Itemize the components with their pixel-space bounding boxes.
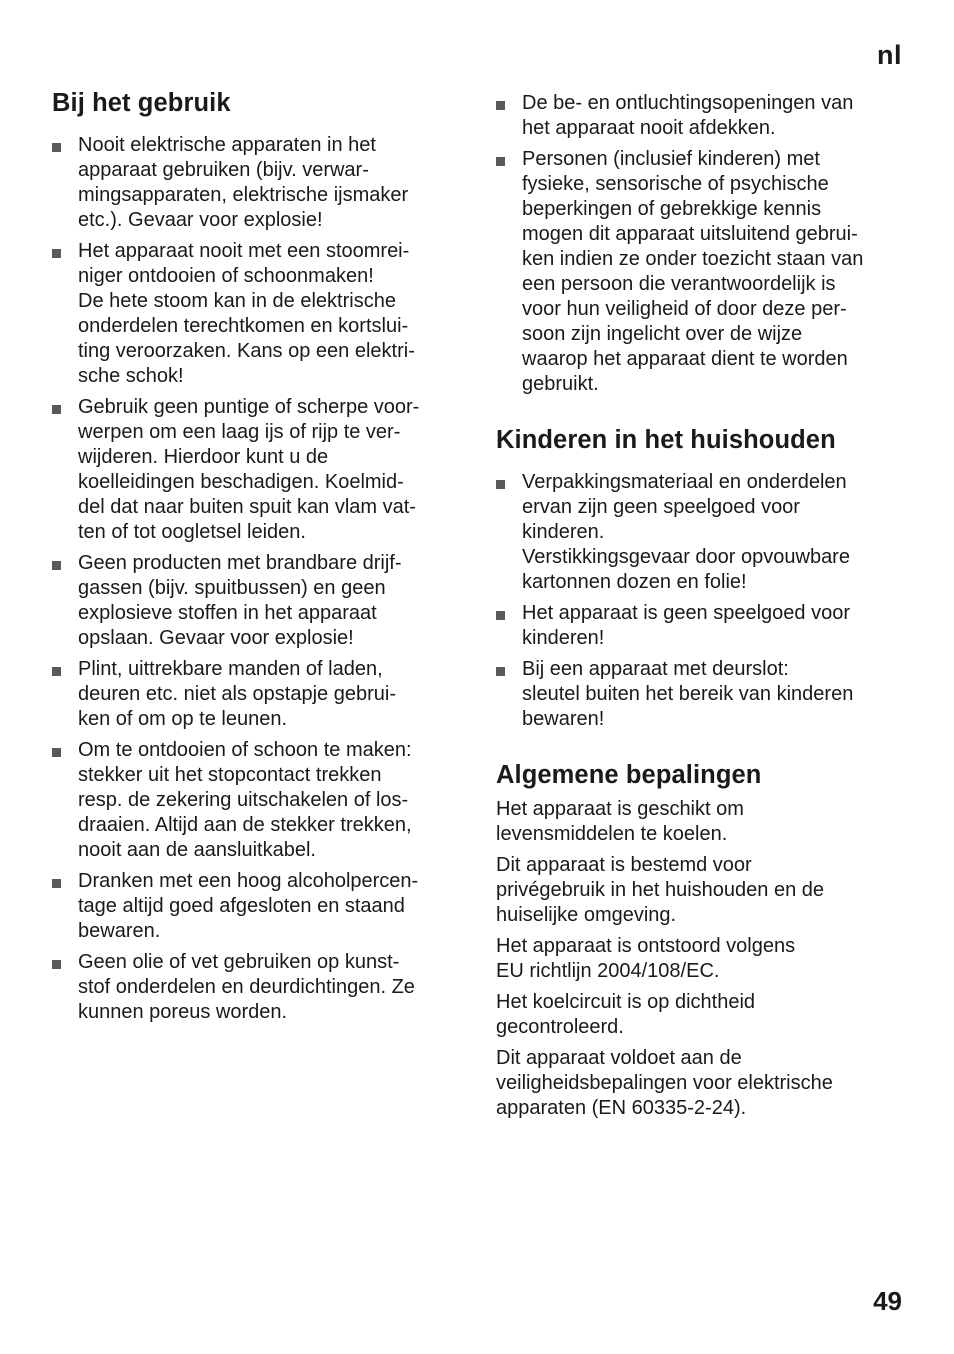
square-bullet-icon — [52, 748, 61, 757]
list-item-text: De be- en ontluchtingsopeningen van het apparaat nooit afdekken. — [522, 92, 854, 139]
section-heading-general: Algemene bepalingen — [496, 761, 762, 789]
right-column — [496, 0, 906, 1127]
list-item-text: Personen (inclusief kinderen) met fysieke, sensorische of psychische beperkingen of gebrekkige kennis mogen dit apparaat uitsluitend gebrui- ken indien ze onder toezicht staan van een persoon die verantwoordelijk is voor hun veiligheid of door deze per- soon zijn ingelicht over de wijze waarop het apparaat dient te worden gebruikt. — [522, 148, 864, 395]
list-item-text: Het apparaat nooit met een stoomrei- niger ontdooien of schoonmaken! De hete stoom kan in de elektrische onderdelen terechtkomen en kortslui- ting veroorzaken. Kans op een elektri- sche schok! — [78, 240, 415, 387]
square-bullet-icon — [496, 157, 505, 166]
list-item-text: Dranken met een hoog alcoholpercen- tage altijd goed afgesloten en staand bewaren. — [78, 870, 419, 942]
list-item-text: Geen olie of vet gebruiken op kunst- stof onderdelen en deurdichtingen. Ze kunnen poreus worden. — [78, 951, 415, 1023]
list-item — [52, 239, 462, 389]
square-bullet-icon — [52, 143, 61, 152]
page-number: 49 — [873, 1286, 902, 1316]
usage-list — [52, 133, 462, 1025]
list-item-text: Geen producten met brandbare drijf- gassen (bijv. spuitbussen) en geen explosieve stoffen in het apparaat opslaan. Gevaar voor explosie! — [78, 552, 402, 649]
language-tag: nl — [877, 40, 902, 70]
list-item — [52, 657, 462, 732]
list-item — [52, 950, 462, 1025]
list-item-text: Verpakkingsmateriaal en onderdelen ervan zijn geen speelgoed voor kinderen. Verstikkingsgevaar door opvouwbare kartonnen dozen en folie! — [522, 471, 850, 593]
list-item — [52, 738, 462, 863]
square-bullet-icon — [52, 667, 61, 676]
list-item — [496, 470, 906, 595]
general-paragraph: Het apparaat is ontstoord volgens EU richtlijn 2004/108/EC. — [496, 935, 796, 982]
square-bullet-icon — [52, 879, 61, 888]
general-paragraph: Dit apparaat voldoet aan de veiligheidsbepalingen voor elektrische apparaten (EN 60335-2-24). — [496, 1047, 833, 1119]
general-paragraph: Het apparaat is geschikt om levensmiddelen te koelen. — [496, 798, 744, 845]
usage-list-continued — [496, 91, 906, 397]
children-list — [496, 470, 906, 732]
section-heading-usage: Bij het gebruik — [52, 89, 231, 117]
square-bullet-icon — [52, 249, 61, 258]
square-bullet-icon — [52, 561, 61, 570]
list-item — [496, 147, 906, 397]
list-item — [52, 395, 462, 545]
list-item-text: Plint, uittrekbare manden of laden, deuren etc. niet als opstapje gebrui- ken of om op te leunen. — [78, 658, 396, 730]
square-bullet-icon — [496, 667, 505, 676]
list-item-text: Gebruik geen puntige of scherpe voor- werpen om een laag ijs of rijp te ver- wijderen. Hierdoor kunt u de koelleidingen beschadigen. Koelmid- del dat naar buiten spuit kan vlam vat- ten of tot oogletsel leiden. — [78, 396, 420, 543]
list-item-text: Om te ontdooien of schoon te maken: stekker uit het stopcontact trekken resp. de zekering uitschakelen of los- draaien. Altijd aan de stekker trekken, nooit aan de aansluitkabel. — [78, 739, 412, 861]
general-paragraph: Dit apparaat is bestemd voor privégebruik in het huishouden en de huiselijke omgeving. — [496, 854, 825, 926]
list-item — [496, 601, 906, 651]
square-bullet-icon — [496, 480, 505, 489]
list-item-text: Het apparaat is geen speelgoed voor kinderen! — [522, 602, 851, 649]
list-item-text: Nooit elektrische apparaten in het apparaat gebruiken (bijv. verwar- mingsapparaten, elektrische ijsmaker etc.). Gevaar voor explosie! — [78, 134, 409, 231]
general-paragraph: Het koelcircuit is op dichtheid gecontroleerd. — [496, 991, 756, 1038]
square-bullet-icon — [52, 405, 61, 414]
section-heading-children: Kinderen in het huishouden — [496, 426, 836, 454]
list-item — [52, 869, 462, 944]
list-item — [496, 657, 906, 732]
left-column — [52, 0, 462, 1031]
list-item — [52, 133, 462, 233]
square-bullet-icon — [52, 960, 61, 969]
list-item-text: Bij een apparaat met deurslot: sleutel buiten het bereik van kinderen bewaren! — [522, 658, 854, 730]
square-bullet-icon — [496, 101, 505, 110]
list-item — [496, 91, 906, 141]
square-bullet-icon — [496, 611, 505, 620]
list-item — [52, 551, 462, 651]
